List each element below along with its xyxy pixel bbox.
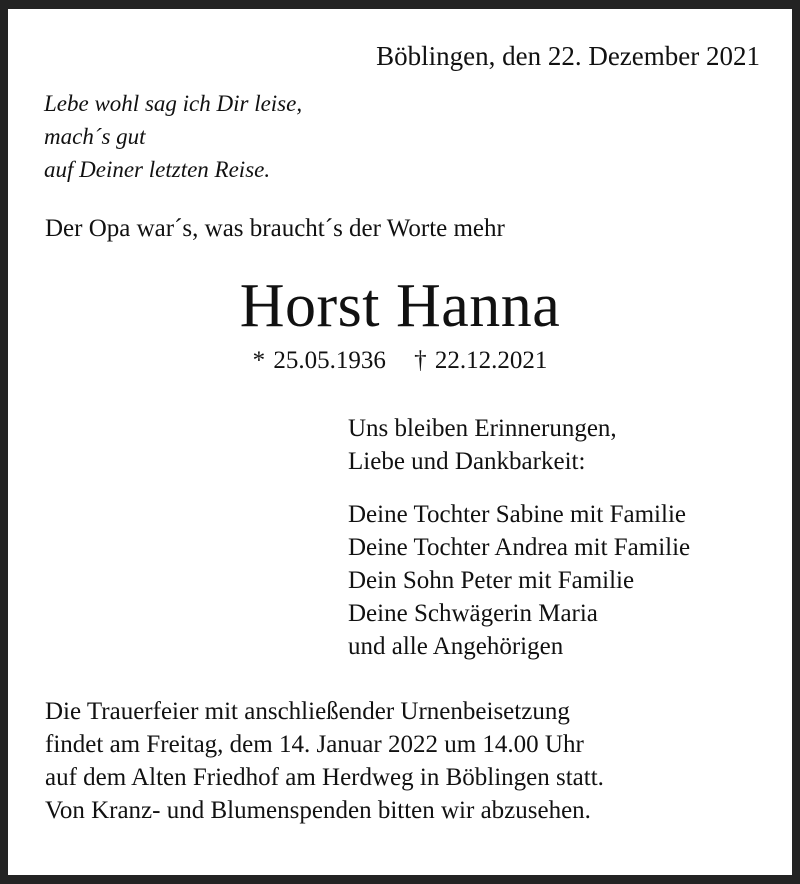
deceased-name: Horst Hanna: [239, 272, 561, 340]
poem: [44, 87, 302, 186]
poem-line: Lebe wohl sag ich Dir leise,: [44, 91, 303, 116]
funeral-line: Die Trauerfeier mit anschließender Urnenbeisetzung: [45, 698, 570, 725]
poem-line: auf Deiner letzten Reise.: [44, 157, 271, 182]
memory-line: Liebe und Dankbarkeit:: [348, 448, 586, 475]
mourner: Deine Tochter Andrea mit Familie: [348, 534, 691, 561]
mourner: Deine Tochter Sabine mit Familie: [348, 501, 686, 528]
intro-line: Der Opa war´s, was braucht´s der Worte mehr: [45, 215, 505, 242]
mourner: Deine Schwägerin Maria: [348, 600, 598, 627]
obituary-notice: [8, 9, 792, 875]
birth-date: * 25.05.1936: [252, 347, 386, 374]
mourners-list: [348, 498, 690, 663]
funeral-line: Von Kranz- und Blumenspenden bitten wir abzusehen.: [45, 797, 591, 824]
memory-line: Uns bleiben Erinnerungen,: [348, 415, 617, 442]
funeral-line: auf dem Alten Friedhof am Herdweg in Böblingen statt.: [45, 764, 604, 791]
death-date: † 22.12.2021: [414, 347, 548, 374]
life-dates: [8, 347, 792, 375]
place-date: Böblingen, den 22. Dezember 2021: [376, 41, 760, 71]
funeral-info: [45, 695, 604, 827]
poem-line: mach´s gut: [44, 124, 146, 149]
mourner: Dein Sohn Peter mit Familie: [348, 567, 635, 594]
mourner: und alle Angehörigen: [348, 633, 564, 660]
memory-text: [348, 412, 617, 478]
funeral-line: findet am Freitag, dem 14. Januar 2022 um 14.00 Uhr: [45, 731, 584, 758]
